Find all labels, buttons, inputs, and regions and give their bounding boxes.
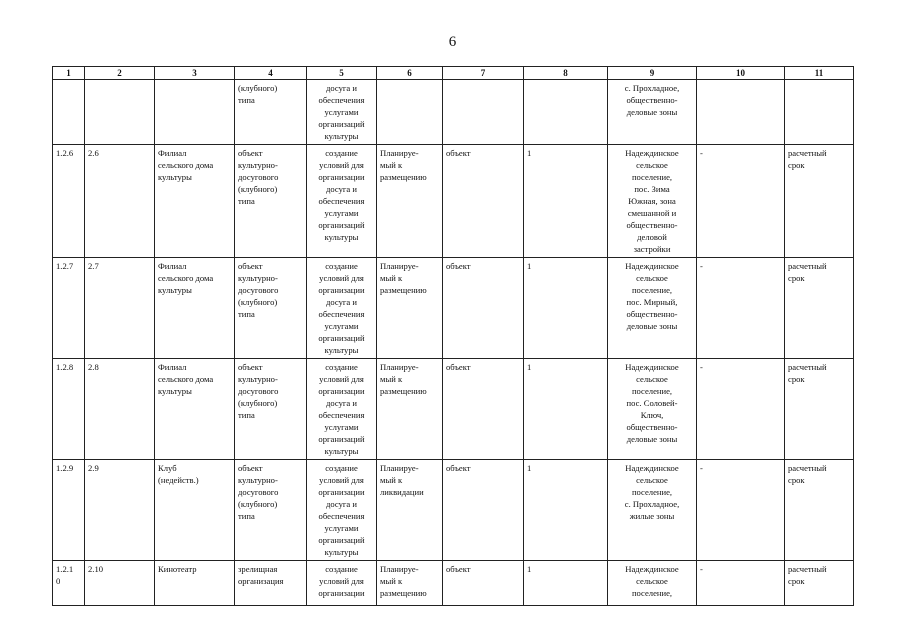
cell-name: Филиал сельского дома культуры bbox=[155, 359, 235, 460]
cell-purpose: создание условий для организации досуга и обеспечения услугами организаций культуры bbox=[307, 145, 377, 258]
cell-status: Планируе- мый к размещению bbox=[377, 561, 443, 606]
cell-name: Клуб (недейств.) bbox=[155, 460, 235, 561]
cell-object-type: (клубного) типа bbox=[235, 80, 307, 145]
cell-purpose: досуга и обеспечения услугами организаций культуры bbox=[307, 80, 377, 145]
cell-location: Надеждинское сельское поселение, с. Прохладное, жилые зоны bbox=[608, 460, 697, 561]
header-row bbox=[53, 67, 854, 80]
header-cell: 7 bbox=[443, 67, 524, 80]
cell-object-type: объект культурно- досугового (клубного) типа bbox=[235, 145, 307, 258]
table-row bbox=[53, 80, 854, 145]
cell-purpose: создание условий для организации досуга и обеспечения услугами организаций культуры bbox=[307, 460, 377, 561]
cell-deadline: расчетный срок bbox=[785, 460, 854, 561]
cell-object-type: зрелищная организация bbox=[235, 561, 307, 606]
header-cell: 5 bbox=[307, 67, 377, 80]
cell-quantity bbox=[524, 80, 608, 145]
header-cell: 1 bbox=[53, 67, 85, 80]
header-cell: 11 bbox=[785, 67, 854, 80]
cell-name bbox=[155, 80, 235, 145]
cell-number: 1.2.7 bbox=[53, 258, 85, 359]
cell-location: Надеждинское сельское поселение, пос. Мирный, общественно- деловые зоны bbox=[608, 258, 697, 359]
cell-purpose: создание условий для организации досуга и обеспечения услугами организаций культуры bbox=[307, 359, 377, 460]
cell-quantity: 1 bbox=[524, 561, 608, 606]
cell-location: Надеждинское сельское поселение, bbox=[608, 561, 697, 606]
cell-object-type: объект культурно- досугового (клубного) типа bbox=[235, 359, 307, 460]
cell-deadline: расчетный срок bbox=[785, 561, 854, 606]
cell-code: 2.7 bbox=[85, 258, 155, 359]
cell-quantity: 1 bbox=[524, 359, 608, 460]
table-row bbox=[53, 145, 854, 258]
cell-deadline: расчетный срок bbox=[785, 359, 854, 460]
cell-unit: объект bbox=[443, 258, 524, 359]
cell-purpose: создание условий для организации досуга и обеспечения услугами организаций культуры bbox=[307, 258, 377, 359]
objects-table bbox=[52, 66, 854, 606]
cell-code: 2.6 bbox=[85, 145, 155, 258]
header-cell: 10 bbox=[697, 67, 785, 80]
cell-unit: объект bbox=[443, 460, 524, 561]
cell-capacity: - bbox=[697, 460, 785, 561]
cell-unit bbox=[443, 80, 524, 145]
header-cell: 2 bbox=[85, 67, 155, 80]
table-row bbox=[53, 561, 854, 606]
cell-purpose: создание условий для организации bbox=[307, 561, 377, 606]
table-row bbox=[53, 460, 854, 561]
cell-status: Планируе- мый к размещению bbox=[377, 258, 443, 359]
table-container bbox=[52, 66, 853, 598]
cell-quantity: 1 bbox=[524, 460, 608, 561]
header-cell: 6 bbox=[377, 67, 443, 80]
cell-capacity: - bbox=[697, 359, 785, 460]
cell-status: Планируе- мый к размещению bbox=[377, 145, 443, 258]
cell-object-type: объект культурно- досугового (клубного) типа bbox=[235, 460, 307, 561]
cell-capacity: - bbox=[697, 145, 785, 258]
cell-capacity bbox=[697, 80, 785, 145]
cell-object-type: объект культурно- досугового (клубного) типа bbox=[235, 258, 307, 359]
cell-location: Надеждинское сельское поселение, пос. Зима Южная, зона смешанной и общественно- деловой застройки bbox=[608, 145, 697, 258]
cell-code bbox=[85, 80, 155, 145]
cell-unit: объект bbox=[443, 145, 524, 258]
cell-number: 1.2.9 bbox=[53, 460, 85, 561]
table-row bbox=[53, 258, 854, 359]
cell-number bbox=[53, 80, 85, 145]
cell-capacity: - bbox=[697, 258, 785, 359]
cell-deadline: расчетный срок bbox=[785, 145, 854, 258]
cell-number: 1.2.6 bbox=[53, 145, 85, 258]
cell-unit: объект bbox=[443, 359, 524, 460]
cell-deadline bbox=[785, 80, 854, 145]
page-number: 6 bbox=[448, 34, 457, 50]
cell-location: Надеждинское сельское поселение, пос. Соловей- Ключ, общественно- деловые зоны bbox=[608, 359, 697, 460]
header-cell: 3 bbox=[155, 67, 235, 80]
table-row bbox=[53, 359, 854, 460]
cell-location: с. Прохладное, общественно- деловые зоны bbox=[608, 80, 697, 145]
cell-code: 2.9 bbox=[85, 460, 155, 561]
cell-status bbox=[377, 80, 443, 145]
cell-name: Кинотеатр bbox=[155, 561, 235, 606]
cell-status: Планируе- мый к ликвидации bbox=[377, 460, 443, 561]
cell-quantity: 1 bbox=[524, 258, 608, 359]
cell-name: Филиал сельского дома культуры bbox=[155, 145, 235, 258]
cell-status: Планируе- мый к размещению bbox=[377, 359, 443, 460]
cell-number: 1.2.8 bbox=[53, 359, 85, 460]
cell-code: 2.10 bbox=[85, 561, 155, 606]
cell-number: 1.2.1 0 bbox=[53, 561, 85, 606]
cell-capacity: - bbox=[697, 561, 785, 606]
cell-code: 2.8 bbox=[85, 359, 155, 460]
header-cell: 4 bbox=[235, 67, 307, 80]
cell-name: Филиал сельского дома культуры bbox=[155, 258, 235, 359]
cell-quantity: 1 bbox=[524, 145, 608, 258]
cell-unit: объект bbox=[443, 561, 524, 606]
cell-deadline: расчетный срок bbox=[785, 258, 854, 359]
header-cell: 9 bbox=[608, 67, 697, 80]
header-cell: 8 bbox=[524, 67, 608, 80]
